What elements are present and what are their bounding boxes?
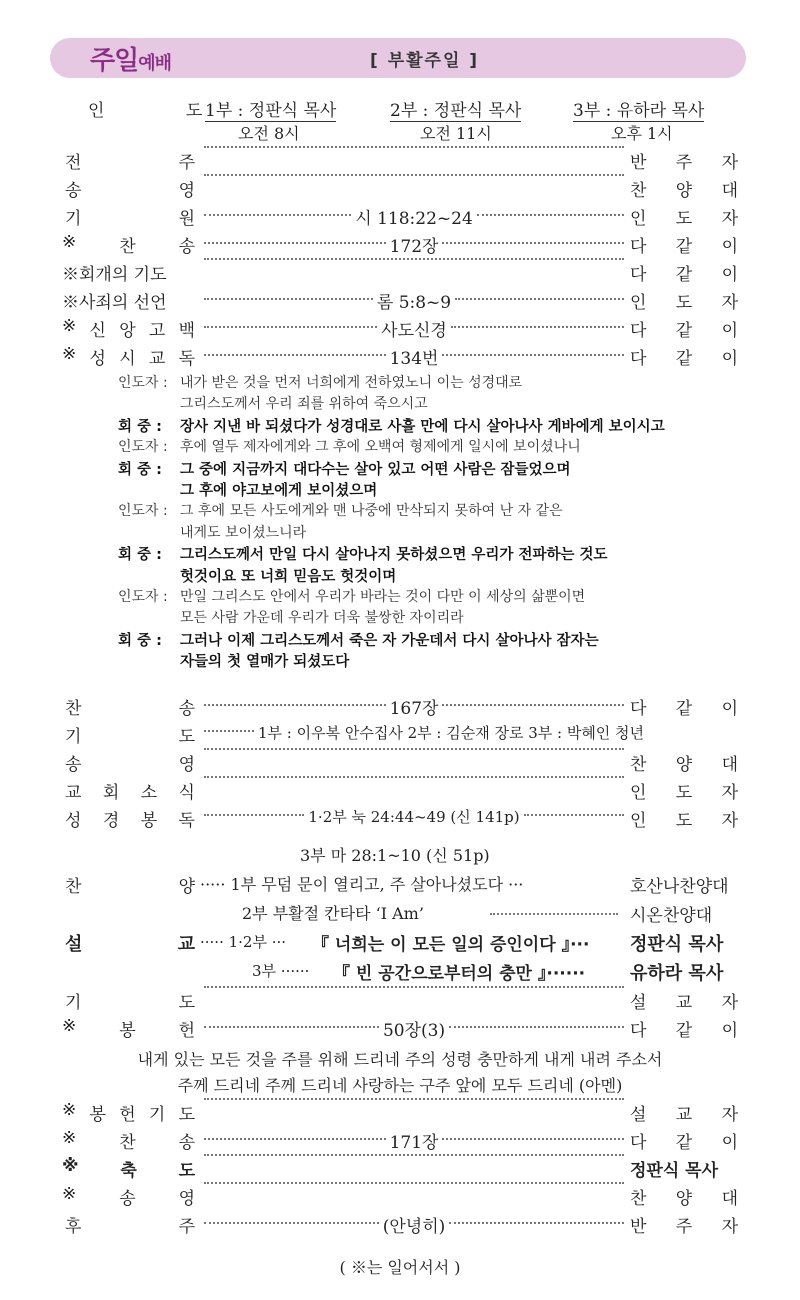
service-item <box>0 260 800 287</box>
service-item-reference: 50장(3) <box>382 1021 446 1041</box>
service-item-detail <box>200 288 628 313</box>
leader-dots <box>449 1026 624 1028</box>
sermon-preacher-2: 유하라 목사 <box>630 963 724 984</box>
service-item <box>0 176 800 203</box>
sermon-part-1: 1·2부 ··· <box>228 933 287 951</box>
service-item <box>0 778 800 805</box>
leader-line <box>118 586 585 606</box>
speaker-label: 인도자 : <box>118 439 168 456</box>
service-item-detail <box>200 204 628 229</box>
service-item-label: 찬 송 <box>65 699 195 719</box>
leader-dots <box>204 1182 624 1184</box>
service-item-detail <box>200 988 628 990</box>
leader-line <box>180 607 464 627</box>
leader-dots <box>204 1154 624 1156</box>
leader-dots <box>204 986 624 988</box>
service-item <box>0 288 800 315</box>
congregation-line <box>118 415 665 436</box>
reading-text: 그리스도께서 만일 다시 살아나지 못하셨으면 우리가 전파하는 것도 <box>180 547 608 564</box>
service-item-label: ※ 성 시 교 독 <box>62 344 195 369</box>
congregation-line <box>118 629 599 650</box>
reading-text: 모든 사람 가운데 우리가 더욱 불쌍한 자이리라 <box>180 610 464 627</box>
leader-dots <box>204 258 624 260</box>
leader-part-2: 2부 : 정판식 목사 <box>390 96 521 122</box>
reading-text: 그 후에 야고보에게 보이셨으며 <box>180 483 378 499</box>
service-item-label: ※ 봉 헌 기 도 <box>62 1100 195 1125</box>
reading-text: 장사 지낸 바 되셨다가 성경대로 사흘 만에 다시 살아나사 게바에게 보이시고 <box>180 418 665 435</box>
service-item-role: 인 도 자 <box>630 293 738 313</box>
service-item-label: ※회개의 기도 <box>62 265 167 285</box>
title-main: 주일 <box>90 46 139 76</box>
service-item-reference: 171장 <box>389 1133 439 1153</box>
reading-text: 내게도 보이셨느니라 <box>180 524 307 541</box>
service-item-reference: 1·2부 눅 24:44~49 (신 141p) <box>308 808 520 826</box>
service-item <box>0 1184 800 1211</box>
anthem-1: 1부 무덤 문이 열리고, 주 살아나셨도다 ··· <box>230 875 524 894</box>
leader-dots <box>204 814 304 816</box>
leader-dots <box>204 146 624 148</box>
offering-lyrics-2: 주께 드리네 주께 드리네 사랑하는 구주 앞에 모두 드리네 (아멘) <box>177 1076 623 1095</box>
congregation-line <box>118 543 608 564</box>
reading-text: 그러나 이제 그리스도께서 죽은 자 가운데서 다시 살아나사 잠자는 <box>180 632 599 649</box>
service-item-detail <box>200 344 628 369</box>
speaker-label: 회 중 : <box>118 547 162 564</box>
scripture-part-3: 3부 마 28:1~10 (신 51p) <box>300 846 490 865</box>
service-item-detail <box>200 148 628 150</box>
service-item-label: 송 영 <box>65 755 195 775</box>
service-item-detail <box>200 778 628 780</box>
service-item-label: ※ 축 도 <box>62 1156 195 1181</box>
reading-text: 그리스도께서 우리 죄를 위하여 죽으시고 <box>180 396 428 413</box>
leader-dots <box>204 242 386 244</box>
service-item-role: 설 교 자 <box>630 993 738 1013</box>
service-item <box>0 750 800 777</box>
service-item-detail <box>200 316 628 341</box>
anthem-2: 2부 부활절 칸타타 ‘I Am’ <box>242 904 424 923</box>
service-item-label: ※ 신 앙 고 백 <box>62 316 195 341</box>
service-item <box>0 1128 800 1155</box>
service-item-role: 다 같 이 <box>630 1021 738 1041</box>
service-item <box>0 316 800 343</box>
service-item <box>0 204 800 231</box>
service-item-detail <box>200 1016 628 1041</box>
leader-dots <box>204 1138 386 1140</box>
leader-dots <box>204 354 386 356</box>
leader-dots <box>442 704 624 706</box>
anthem-line-1: ····· 1부 무덤 문이 열리고, 주 살아나셨도다 ··· <box>200 875 524 894</box>
service-time-1: 오전 8시 <box>238 124 300 143</box>
service-item-reference: 시 118:22~24 <box>355 209 473 229</box>
leader-dots <box>524 814 624 816</box>
leader-dots <box>477 214 624 216</box>
service-item-role: 인 도 자 <box>630 811 738 831</box>
reading-text: 만일 그리스도 안에서 우리가 바라는 것이 다만 이 세상의 삶뿐이면 <box>180 589 586 605</box>
service-item-role: 다 같 이 <box>630 237 738 257</box>
service-item-label: 성 경 봉 독 <box>65 811 195 831</box>
leader-dots <box>204 730 254 732</box>
service-item <box>0 694 800 721</box>
title-sub: 예배 <box>138 53 172 74</box>
service-item <box>0 1016 800 1043</box>
service-item-label: 교 회 소 식 <box>65 783 195 803</box>
leader-dots <box>442 354 624 356</box>
speaker-label: 회 중 : <box>118 461 162 478</box>
service-item <box>0 1100 800 1127</box>
service-item <box>0 1212 800 1239</box>
service-item-label: ※사죄의 선언 <box>62 293 167 313</box>
service-item-detail <box>200 806 628 827</box>
service-item-detail <box>200 694 628 719</box>
service-item-role: 반 주 자 <box>630 1217 738 1237</box>
congregation-line <box>180 650 349 671</box>
speaker-label: 인도자 : <box>118 375 168 391</box>
anthem-dots <box>490 901 618 915</box>
service-item-role: 반 주 자 <box>630 153 738 173</box>
service-item-detail <box>200 260 628 262</box>
leader-line <box>118 500 563 520</box>
standing-note: ( ※는 일어서서 ) <box>339 1258 461 1277</box>
service-item-role: 인 도 자 <box>630 783 738 803</box>
service-item-detail <box>200 750 628 752</box>
service-item <box>0 722 800 749</box>
service-item-detail <box>200 722 740 743</box>
leader-line <box>180 393 428 413</box>
anthem-choir-1: 호산나찬양대 <box>630 877 729 897</box>
leader-dots <box>204 174 624 176</box>
service-item-reference: 1부 : 이우복 안수집사 2부 : 김순재 장로 3부 : 박혜인 청년 <box>258 724 645 742</box>
congregation-line <box>180 565 396 586</box>
leader-dots <box>204 1026 379 1028</box>
service-item-label: ※ 찬 송 <box>62 232 195 257</box>
service-item-role: 인 도 자 <box>630 209 738 229</box>
speaker-label: 회 중 : <box>118 418 162 435</box>
service-item-role: 다 같 이 <box>630 321 738 341</box>
offering-lyrics-1: 내게 있는 모든 것을 주를 위해 드리네 주의 성령 충만하게 내게 내려 주소서 <box>137 1050 663 1069</box>
reading-text: 내가 받은 것을 먼저 너희에게 전하였노니 이는 성경대로 <box>180 375 523 391</box>
service-item-label: 전 주 <box>65 153 195 173</box>
leader-part-3: 3부 : 유하라 목사 <box>573 96 704 122</box>
leader-dots <box>449 1222 624 1224</box>
leader-dots <box>204 748 624 750</box>
service-item-role: 다 같 이 <box>630 265 738 285</box>
service-time-2: 오전 11시 <box>420 124 492 143</box>
anthem-choir-2: 시온찬양대 <box>630 906 713 926</box>
service-item-detail <box>200 1212 628 1237</box>
service-item <box>0 232 800 259</box>
anthem-label: 찬 양 <box>65 877 195 897</box>
sermon-title-1: 『 너희는 이 모든 일의 증인이다 』··· <box>312 935 590 955</box>
leader-dots <box>455 298 624 300</box>
service-item-role: 다 같 이 <box>630 349 738 369</box>
header-banner <box>50 38 746 78</box>
reading-text: 후에 열두 제자에게와 그 후에 오백여 형제에게 일시에 보이셨나니 <box>180 439 581 456</box>
service-item-role: 다 같 이 <box>630 1133 738 1153</box>
speaker-label: 인도자 : <box>118 503 168 520</box>
service-item-reference: 172장 <box>389 237 439 257</box>
service-item-role: 다 같 이 <box>630 699 738 719</box>
service-item <box>0 344 800 371</box>
leader-dots <box>204 1222 379 1224</box>
sermon-title-2: 『 빈 공간으로부터의 충만 』······ <box>333 964 586 984</box>
service-time-3: 오후 1시 <box>611 124 673 143</box>
service-item-reference: 167장 <box>389 699 439 719</box>
leader-dots <box>442 1138 624 1140</box>
leader-dots <box>204 326 377 328</box>
leader-dots <box>204 1098 624 1100</box>
service-item-role: 찬 양 대 <box>630 181 738 201</box>
service-item <box>0 806 800 833</box>
service-item-detail <box>200 1128 628 1153</box>
service-subtitle: [ 부활주일 ] <box>370 51 480 71</box>
leader-dots <box>442 242 624 244</box>
speaker-label: 인도자 : <box>118 589 168 605</box>
leader-line <box>180 522 306 542</box>
bulletin-title <box>90 40 171 77</box>
service-item-detail <box>200 176 628 178</box>
leader-dots <box>204 214 351 216</box>
service-item-label: ※ 송 영 <box>62 1184 195 1209</box>
service-item-reference: 사도신경 <box>381 321 447 341</box>
congregation-line <box>180 479 377 500</box>
service-item-role: 찬 양 대 <box>630 1189 738 1209</box>
service-item <box>0 1156 800 1183</box>
leader-dots <box>204 298 373 300</box>
leader-part-1: 1부 : 정판식 목사 <box>205 96 336 122</box>
service-item-label: 기 도 <box>65 727 195 747</box>
congregation-line <box>118 458 571 479</box>
service-item-detail <box>200 1156 628 1158</box>
service-item <box>0 988 800 1015</box>
service-item-label: ※ 찬 송 <box>62 1128 195 1153</box>
sermon-label: 설 교 <box>65 934 195 955</box>
service-item-label: 기 원 <box>65 209 195 229</box>
sermon-part-2: 3부 ······ <box>252 962 310 980</box>
sermon-preacher-1: 정판식 목사 <box>630 934 724 955</box>
service-item-label: 후 주 <box>65 1217 195 1237</box>
leader-label: 인 도 <box>88 101 241 121</box>
reading-text: 그 중에 지금까지 대다수는 살아 있고 어떤 사람은 잠들었으며 <box>180 461 571 478</box>
service-item <box>0 148 800 175</box>
sermon-line-1: ····· 1·2부 ··· <box>200 933 287 951</box>
service-item-reference: (안녕히) <box>382 1217 446 1237</box>
leader-line <box>118 372 522 392</box>
service-item-label: ※ 봉 헌 <box>62 1016 195 1041</box>
service-item-role: 찬 양 대 <box>630 755 738 775</box>
leader-dots <box>451 326 624 328</box>
service-item-reference: 134번 <box>389 349 439 369</box>
service-item-label: 기 도 <box>65 993 195 1013</box>
leader-line <box>118 436 581 456</box>
service-item-role: 정판식 목사 <box>630 1161 719 1181</box>
service-item-label: 송 영 <box>65 181 195 201</box>
reading-text: 헛것이요 또 너희 믿음도 헛것이며 <box>180 568 397 585</box>
service-item-detail <box>200 1100 628 1102</box>
reading-text: 그 후에 모든 사도에게와 맨 나중에 만삭되지 못하여 난 자 같은 <box>180 503 563 520</box>
service-item-detail <box>200 232 628 257</box>
speaker-label: 회 중 : <box>118 632 162 649</box>
service-item-reference: 롬 5:8~9 <box>376 293 452 313</box>
service-item-role: 설 교 자 <box>630 1105 738 1125</box>
leader-dots <box>204 704 386 706</box>
leader-dots <box>204 776 624 778</box>
reading-text: 자들의 첫 열매가 되셨도다 <box>180 654 350 671</box>
service-item-detail <box>200 1184 628 1186</box>
